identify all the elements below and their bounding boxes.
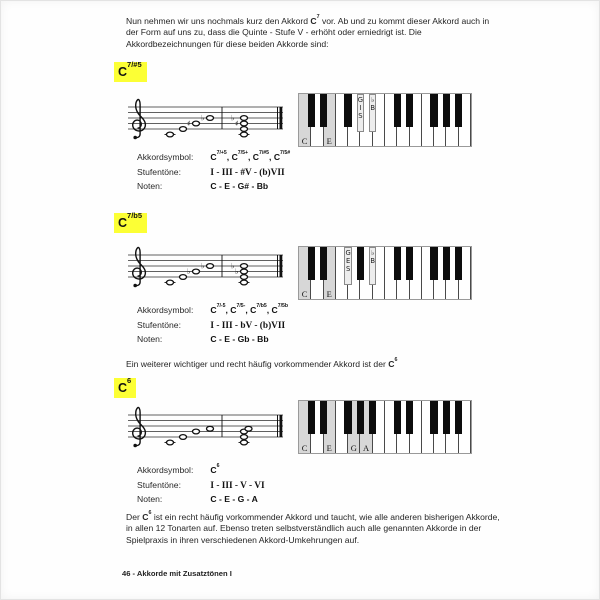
stufentoene-value: I - III - bV - (b)VII bbox=[210, 320, 286, 331]
noten-row bbox=[137, 181, 290, 191]
black-key bbox=[369, 94, 377, 132]
black-key-label: ♭ bbox=[371, 96, 375, 104]
black-key-label: S bbox=[345, 265, 351, 274]
staff-notation bbox=[125, 241, 287, 293]
stufentoene-value: I - III - V - VI bbox=[210, 480, 265, 491]
noten-row bbox=[137, 494, 265, 504]
section-heading-c6: $C^6$ bbox=[114, 378, 136, 398]
black-key-label: I bbox=[359, 104, 362, 113]
section-heading-c7-flat5: $C^{7/b5}$ bbox=[114, 213, 147, 233]
outro-paragraph bbox=[126, 510, 500, 547]
piano-keyboard bbox=[298, 246, 472, 300]
black-key bbox=[443, 247, 451, 280]
svg-text:♯: ♯ bbox=[187, 119, 191, 129]
white-key-label: E bbox=[326, 136, 332, 146]
intro-paragraph bbox=[126, 14, 500, 51]
black-key bbox=[320, 247, 328, 280]
svg-text:♯: ♯ bbox=[235, 119, 239, 129]
akkordsymbol-value: $C^{7/+5}$, $C^{7/5+}$, $C^{7/\#5}$, $C^{7/5\#}$ bbox=[210, 149, 291, 162]
mid-text-pre: Ein weiterer wichtiger und recht häufig vorkommender Akkord ist der bbox=[126, 358, 386, 369]
staff-notation bbox=[125, 93, 287, 145]
piano-keyboard bbox=[298, 400, 472, 454]
intro-text-post: vor. Ab und zu kommt dieser Akkord auch in der Form auf uns zu, dass die Quinte - Stufe V - erhöht oder erniedrigt ist. Die Akkordbezeichnungen für diese beiden Akkorde sind: bbox=[126, 15, 490, 50]
noten-row bbox=[137, 334, 288, 344]
black-key bbox=[357, 401, 365, 434]
chord-symbol-c6: $C^6$ bbox=[142, 509, 152, 522]
akkordsymbol-value: $C^{7/-5}$, $C^{7/5-}$, $C^{7/b5}$, $C^{7/5b}$ bbox=[210, 302, 289, 315]
akkordsymbol-row bbox=[137, 462, 265, 475]
black-key bbox=[430, 401, 438, 434]
chord-symbol-c7: $C^7$ bbox=[310, 13, 320, 26]
noten-value: C - E - G - A bbox=[210, 494, 258, 505]
black-key bbox=[406, 401, 414, 434]
chord-info-rows bbox=[137, 462, 265, 509]
svg-text:♭: ♭ bbox=[235, 267, 239, 277]
white-key-label: A bbox=[362, 443, 370, 453]
black-key bbox=[320, 401, 328, 434]
black-key bbox=[406, 247, 414, 280]
stufentoene-label: Stufentöne: bbox=[137, 479, 181, 490]
black-key bbox=[320, 94, 328, 127]
black-key bbox=[308, 401, 316, 434]
akkordsymbol-row bbox=[137, 149, 291, 162]
chord-info-rows bbox=[137, 149, 291, 196]
stufentoene-label: Stufentöne: bbox=[137, 166, 181, 177]
noten-value: C - E - G# - Bb bbox=[210, 181, 269, 192]
akkordsymbol-row bbox=[137, 302, 289, 315]
black-key bbox=[455, 401, 463, 434]
akkordsymbol-value: $C^6$ bbox=[210, 462, 220, 475]
black-key bbox=[369, 401, 377, 434]
section-heading-c7-sharp5: $C^{7/\#5}$ bbox=[114, 62, 147, 82]
treble-clef-icon bbox=[133, 248, 146, 286]
akkordsymbol-label: Akkordsymbol: bbox=[137, 305, 194, 315]
black-key bbox=[308, 94, 316, 127]
black-key-label: ♭ bbox=[371, 249, 375, 257]
treble-clef-icon bbox=[133, 100, 146, 138]
black-key-label: G bbox=[357, 96, 364, 104]
stufentoene-row bbox=[137, 480, 265, 490]
noten-value: C - E - Gb - Bb bbox=[210, 334, 269, 345]
black-key bbox=[406, 94, 414, 127]
black-key bbox=[394, 94, 402, 127]
black-key bbox=[344, 247, 352, 285]
black-key bbox=[430, 94, 438, 127]
white-key-label: E bbox=[326, 289, 332, 299]
black-key bbox=[369, 247, 377, 285]
mid-paragraph bbox=[126, 357, 546, 370]
black-key bbox=[344, 94, 352, 127]
noten-label: Noten: bbox=[137, 494, 163, 505]
white-key-label: C bbox=[301, 136, 308, 146]
stufentoene-value: I - III - #V - (b)VII bbox=[210, 167, 285, 178]
black-key bbox=[394, 401, 402, 434]
outro-text-pre: Der bbox=[126, 511, 140, 522]
chord-symbol-c6: $C^6$ bbox=[388, 356, 398, 369]
black-key-label: S bbox=[358, 112, 363, 121]
chord-info-rows bbox=[137, 302, 289, 349]
piano-keyboard bbox=[298, 93, 472, 147]
svg-text:♭: ♭ bbox=[231, 261, 235, 271]
black-key-label: B bbox=[370, 104, 376, 113]
stufentoene-label: Stufentöne: bbox=[137, 319, 181, 330]
noten-label: Noten: bbox=[137, 334, 163, 345]
akkordsymbol-label: Akkordsymbol: bbox=[137, 465, 194, 475]
noten-label: Noten: bbox=[137, 181, 163, 192]
svg-text:♭: ♭ bbox=[201, 261, 205, 271]
black-key-label: E bbox=[345, 257, 351, 266]
akkordsymbol-label: Akkordsymbol: bbox=[137, 152, 194, 162]
black-key bbox=[394, 247, 402, 280]
white-key-label: E bbox=[326, 443, 332, 453]
intro-text-pre: Nun nehmen wir uns nochmals kurz den Akkord bbox=[126, 15, 308, 26]
svg-text:♭: ♭ bbox=[231, 113, 235, 123]
black-key bbox=[344, 401, 352, 434]
black-key bbox=[357, 94, 365, 132]
outro-text-post: ist ein recht häufig vorkommender Akkord und taucht, wie alle anderen bisherigen Akkorde, in allen 12 Tonarten auf. Ebenso treten selbstverständlich auch alle genannten Akkorde in der Spielpraxis in ihren verschiedenen Akkord-Umkehrungen auf. bbox=[126, 511, 500, 546]
white-key-label: C bbox=[301, 289, 308, 299]
black-key bbox=[430, 247, 438, 280]
black-key-label: G bbox=[345, 249, 351, 257]
black-key bbox=[455, 94, 463, 127]
black-key bbox=[357, 247, 365, 280]
white-key-label: C bbox=[301, 443, 308, 453]
black-key bbox=[308, 247, 316, 280]
svg-text:♭: ♭ bbox=[187, 267, 191, 277]
stufentoene-row bbox=[137, 320, 288, 330]
black-key bbox=[455, 247, 463, 280]
svg-text:♭: ♭ bbox=[201, 113, 205, 123]
white-key-label: G bbox=[350, 443, 357, 453]
black-key-label: B bbox=[370, 257, 376, 266]
staff-notation bbox=[125, 401, 287, 453]
black-key bbox=[443, 401, 451, 434]
page-footer: 46 - Akkorde mit Zusatztönen I bbox=[122, 569, 232, 578]
treble-clef-icon bbox=[133, 408, 146, 446]
stufentoene-row bbox=[137, 167, 290, 177]
black-key bbox=[443, 94, 451, 127]
